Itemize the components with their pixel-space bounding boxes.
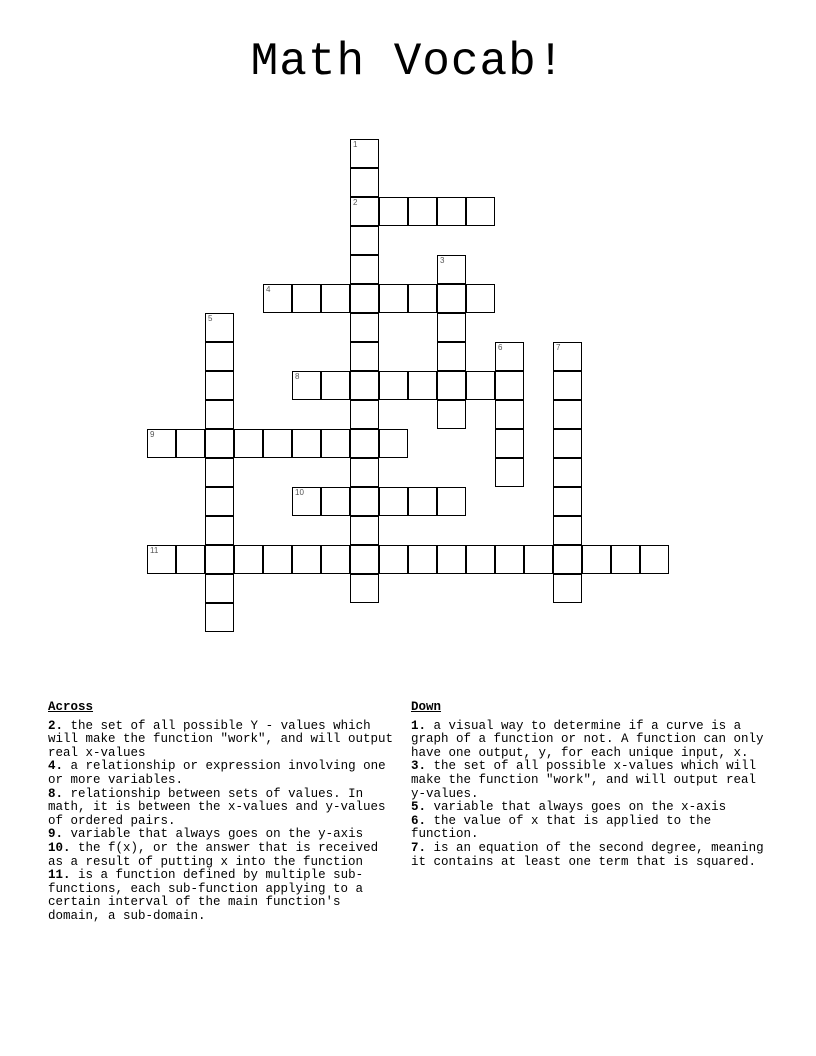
- grid-cell[interactable]: [495, 400, 524, 429]
- grid-cell[interactable]: [466, 371, 495, 400]
- grid-cell[interactable]: [350, 458, 379, 487]
- grid-cell[interactable]: [553, 545, 582, 574]
- clue-text: variable that always goes on the y-axis: [70, 827, 364, 842]
- clue-text: is an equation of the second degree, meaning it contains at least one term that is squared.: [411, 840, 764, 869]
- grid-cell[interactable]: [292, 371, 321, 400]
- grid-cell[interactable]: [350, 197, 379, 226]
- grid-cell[interactable]: [147, 429, 176, 458]
- grid-cell[interactable]: [437, 487, 466, 516]
- grid-cell[interactable]: [292, 545, 321, 574]
- grid-cell[interactable]: [292, 487, 321, 516]
- clue-text: relationship between sets of values. In math, it is between the x-values and y-values of ordered pairs.: [48, 786, 386, 828]
- clue-number-label: 6.: [411, 813, 427, 828]
- grid-cell[interactable]: [205, 313, 234, 342]
- clue-text: is a function defined by multiple sub-functions, each sub-function applying to a certain interval of the main function's domain, a sub-domain.: [48, 868, 364, 923]
- grid-cell[interactable]: [234, 545, 263, 574]
- grid-cell[interactable]: [553, 400, 582, 429]
- grid-cell[interactable]: [205, 516, 234, 545]
- grid-cell[interactable]: [611, 545, 640, 574]
- grid-cell[interactable]: [321, 487, 350, 516]
- grid-cell[interactable]: [350, 284, 379, 313]
- grid-cell[interactable]: [263, 545, 292, 574]
- grid-cell[interactable]: [321, 429, 350, 458]
- clue-number: 7: [556, 343, 561, 352]
- clue-number: 10: [295, 488, 304, 497]
- grid-cell[interactable]: [495, 342, 524, 371]
- grid-cell[interactable]: [495, 458, 524, 487]
- grid-cell[interactable]: [350, 342, 379, 371]
- grid-cell[interactable]: [553, 516, 582, 545]
- grid-cell[interactable]: [205, 371, 234, 400]
- grid-cell[interactable]: [205, 487, 234, 516]
- grid-cell[interactable]: [466, 284, 495, 313]
- grid-cell[interactable]: [350, 487, 379, 516]
- grid-cell[interactable]: [553, 429, 582, 458]
- grid-cell[interactable]: [350, 429, 379, 458]
- grid-cell[interactable]: [350, 168, 379, 197]
- grid-cell[interactable]: [553, 574, 582, 603]
- clue-number-label: 1.: [411, 718, 427, 733]
- grid-cell[interactable]: [205, 458, 234, 487]
- grid-cell[interactable]: [321, 371, 350, 400]
- grid-cell[interactable]: [350, 545, 379, 574]
- grid-cell[interactable]: [553, 487, 582, 516]
- grid-cell[interactable]: [350, 226, 379, 255]
- down-clue: [411, 760, 766, 801]
- grid-cell[interactable]: [495, 545, 524, 574]
- grid-cell[interactable]: [437, 313, 466, 342]
- grid-cell[interactable]: [408, 197, 437, 226]
- clue-number: 1: [353, 140, 358, 149]
- grid-cell[interactable]: [147, 545, 176, 574]
- grid-cell[interactable]: [176, 545, 205, 574]
- grid-cell[interactable]: [292, 429, 321, 458]
- grid-cell[interactable]: [553, 342, 582, 371]
- grid-cell[interactable]: [292, 284, 321, 313]
- clue-number-label: 2.: [48, 718, 64, 733]
- grid-cell[interactable]: [205, 342, 234, 371]
- page-title: Math Vocab!: [250, 36, 566, 88]
- grid-cell[interactable]: [205, 429, 234, 458]
- grid-cell[interactable]: [466, 197, 495, 226]
- clue-text: the value of x that is applied to the function.: [411, 813, 712, 842]
- grid-cell[interactable]: [408, 487, 437, 516]
- grid-cell[interactable]: [176, 429, 205, 458]
- clue-number: 6: [498, 343, 503, 352]
- grid-cell[interactable]: [234, 429, 263, 458]
- grid-cell[interactable]: [350, 574, 379, 603]
- grid-cell[interactable]: [350, 400, 379, 429]
- clue-number: 4: [266, 285, 271, 294]
- grid-cell[interactable]: [321, 284, 350, 313]
- clue-number-label: 4.: [48, 759, 64, 774]
- down-clue: [411, 815, 766, 842]
- grid-cell[interactable]: [379, 197, 408, 226]
- down-heading: Down: [411, 700, 442, 714]
- clue-text: a relationship or expression involving one or more variables.: [48, 759, 386, 787]
- grid-cell[interactable]: [640, 545, 669, 574]
- clue-text: the set of all possible x-values which will make the function "work", and will output real y-values.: [411, 759, 757, 801]
- grid-cell[interactable]: [350, 139, 379, 168]
- grid-cell[interactable]: [379, 284, 408, 313]
- grid-cell[interactable]: [466, 545, 495, 574]
- across-heading: Across: [48, 700, 94, 714]
- clue-number: 9: [150, 430, 155, 439]
- across-clue: [48, 842, 398, 869]
- down-clues: [411, 701, 766, 869]
- clue-number-label: 3.: [411, 759, 427, 774]
- grid-cell[interactable]: [263, 284, 292, 313]
- grid-cell[interactable]: [205, 400, 234, 429]
- clue-number-label: 10.: [48, 840, 71, 855]
- clue-number-label: 7.: [411, 840, 427, 855]
- grid-cell[interactable]: [350, 516, 379, 545]
- grid-cell[interactable]: [350, 313, 379, 342]
- grid-cell[interactable]: [263, 429, 292, 458]
- grid-cell[interactable]: [553, 371, 582, 400]
- grid-cell[interactable]: [437, 545, 466, 574]
- grid-cell[interactable]: [379, 429, 408, 458]
- grid-cell[interactable]: [205, 574, 234, 603]
- grid-cell[interactable]: [205, 603, 234, 632]
- grid-cell[interactable]: [379, 371, 408, 400]
- grid-cell[interactable]: [437, 371, 466, 400]
- grid-cell[interactable]: [437, 284, 466, 313]
- grid-cell[interactable]: [321, 545, 350, 574]
- grid-cell[interactable]: [350, 371, 379, 400]
- clue-number: 3: [440, 256, 445, 265]
- across-clues: [48, 701, 398, 924]
- clue-number-label: 9.: [48, 827, 64, 842]
- clue-number: 11: [150, 546, 159, 555]
- grid-cell[interactable]: [408, 545, 437, 574]
- grid-cell[interactable]: [350, 255, 379, 284]
- down-clue: [411, 801, 766, 815]
- grid-cell[interactable]: [437, 342, 466, 371]
- grid-cell[interactable]: [408, 371, 437, 400]
- across-clue: [48, 788, 398, 829]
- down-clue: [411, 720, 766, 761]
- grid-cell[interactable]: [524, 545, 553, 574]
- across-clue: [48, 869, 398, 923]
- grid-cell[interactable]: [582, 545, 611, 574]
- across-clue: [48, 828, 398, 842]
- grid-cell[interactable]: [495, 429, 524, 458]
- clue-text: the set of all possible Y - values which will make the function "work", and will output real x-values: [48, 718, 394, 760]
- clue-text: variable that always goes on the x-axis: [433, 800, 727, 815]
- grid-cell[interactable]: [437, 400, 466, 429]
- across-clue-list: [48, 720, 398, 924]
- grid-cell[interactable]: [408, 284, 437, 313]
- clue-number-label: 8.: [48, 786, 64, 801]
- down-clue-list: [411, 720, 766, 870]
- down-clue: [411, 842, 766, 869]
- grid-cell[interactable]: [379, 487, 408, 516]
- grid-cell[interactable]: [437, 197, 466, 226]
- grid-cell[interactable]: [379, 545, 408, 574]
- across-clue: [48, 760, 398, 787]
- clue-number-label: 5.: [411, 800, 427, 815]
- clue-number-label: 11.: [48, 868, 71, 883]
- across-clue: [48, 720, 398, 761]
- grid-cell[interactable]: [495, 371, 524, 400]
- clue-number: 8: [295, 372, 300, 381]
- clue-text: a visual way to determine if a curve is a graph of a function or not. A function can only have one output, y, for each unique input, x.: [411, 718, 764, 760]
- grid-cell[interactable]: [553, 458, 582, 487]
- clue-number: 5: [208, 314, 213, 323]
- grid-cell[interactable]: [437, 255, 466, 284]
- grid-cell[interactable]: [205, 545, 234, 574]
- clue-number: 2: [353, 198, 358, 207]
- clue-text: the f(x), or the answer that is received as a result of putting x into the function: [48, 840, 379, 869]
